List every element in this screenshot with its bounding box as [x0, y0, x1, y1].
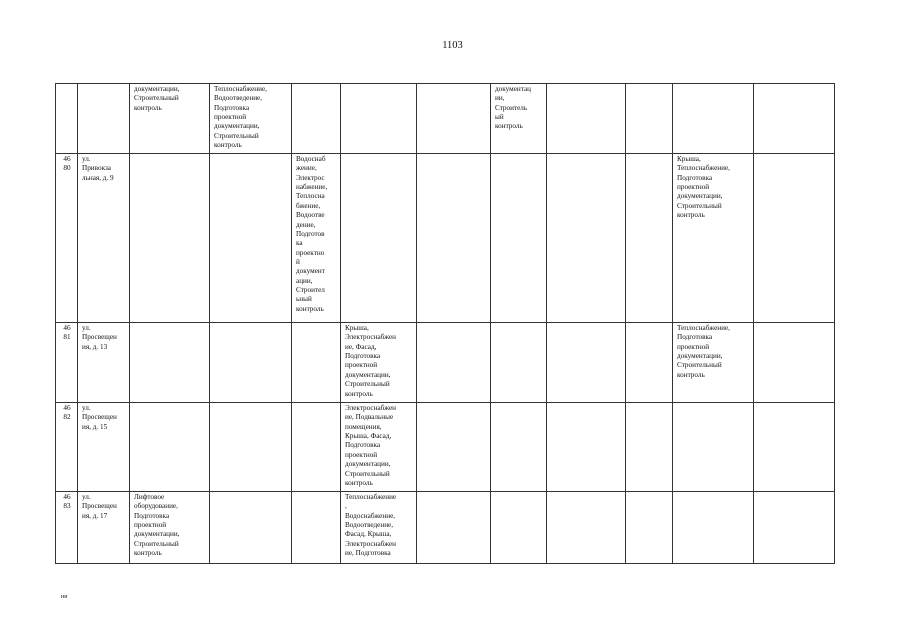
work-cell: [130, 154, 210, 323]
work-cell: [547, 323, 626, 403]
work-cell: [292, 323, 341, 403]
work-cell: [491, 403, 547, 492]
work-cell: [547, 84, 626, 154]
row-number-cell: 46 81: [56, 323, 78, 403]
work-cell: [292, 403, 341, 492]
work-cell: [210, 492, 292, 564]
work-cell: Лифтовое оборудование, Подготовка проектной документации, Строительный контроль: [130, 492, 210, 564]
address-cell: ул. Привокза льная, д. 9: [78, 154, 130, 323]
work-cell: [341, 154, 417, 323]
work-cell: [547, 492, 626, 564]
work-cell: Крыша, Электроснабжен ие, Фасад, Подготовка проектной документации, Строительный контроль: [341, 323, 417, 403]
work-cell: [341, 84, 417, 154]
work-cell: [210, 403, 292, 492]
work-cell: [754, 403, 835, 492]
table-row: [56, 403, 835, 492]
work-cell: [754, 84, 835, 154]
address-cell: ул. Просвещен ия, д. 15: [78, 403, 130, 492]
work-cell: документац ии, Строитель ый контроль: [491, 84, 547, 154]
table-row: [56, 492, 835, 564]
work-cell: [626, 84, 673, 154]
address-cell: ул. Просвещен ия, д. 13: [78, 323, 130, 403]
repair-schedule-table: [55, 83, 835, 564]
work-cell: Электроснабжен ие, Подвальные помещения, Крыша, Фасад, Подготовка проектной документации, Строительный контроль: [341, 403, 417, 492]
work-cell: [130, 323, 210, 403]
work-cell: [491, 492, 547, 564]
work-cell: [210, 154, 292, 323]
work-cell: [626, 403, 673, 492]
row-number-cell: [56, 84, 78, 154]
work-cell: [673, 84, 754, 154]
table-row: [56, 154, 835, 323]
table-row: [56, 84, 835, 154]
work-cell: [754, 154, 835, 323]
work-cell: [547, 403, 626, 492]
work-cell: [626, 323, 673, 403]
work-cell: [210, 323, 292, 403]
work-cell: [754, 323, 835, 403]
work-cell: [417, 84, 491, 154]
work-cell: [626, 154, 673, 323]
work-cell: Теплоснабжение, Водоотведение, Подготовка проектной документации, Строительный контроль: [210, 84, 292, 154]
work-cell: [130, 403, 210, 492]
work-cell: Водоснаб жение, Электрос набжение, Теплосна бжение, Водоотве дение, Подготов ка проектно й документ ации, Строител ьный контроль: [292, 154, 341, 323]
work-cell: [547, 154, 626, 323]
table-row: [56, 323, 835, 403]
address-cell: ул. Просвещен ия, д. 17: [78, 492, 130, 564]
work-cell: [754, 492, 835, 564]
work-cell: [417, 492, 491, 564]
work-cell: [417, 154, 491, 323]
work-cell: [673, 492, 754, 564]
work-cell: [417, 403, 491, 492]
work-cell: Крыша, Теплоснабжение, Подготовка проектной документации, Строительный контроль: [673, 154, 754, 323]
work-cell: [626, 492, 673, 564]
work-cell: [417, 323, 491, 403]
work-cell: [292, 492, 341, 564]
work-cell: [292, 84, 341, 154]
row-number-cell: 46 82: [56, 403, 78, 492]
row-number-cell: 46 83: [56, 492, 78, 564]
work-cell: Теплоснабжение, Подготовка проектной документации, Строительный контроль: [673, 323, 754, 403]
page-number: 1103: [442, 40, 463, 51]
address-cell: [78, 84, 130, 154]
work-cell: документации, Строительный контроль: [130, 84, 210, 154]
work-cell: [673, 403, 754, 492]
footer-mark: нн: [61, 594, 68, 600]
row-number-cell: 46 80: [56, 154, 78, 323]
work-cell: [491, 323, 547, 403]
work-cell: Теплоснабжение , Водоснабжение, Водоотведение, Фасад, Крыша, Электроснабжен ие, Подготовка: [341, 492, 417, 564]
work-cell: [491, 154, 547, 323]
